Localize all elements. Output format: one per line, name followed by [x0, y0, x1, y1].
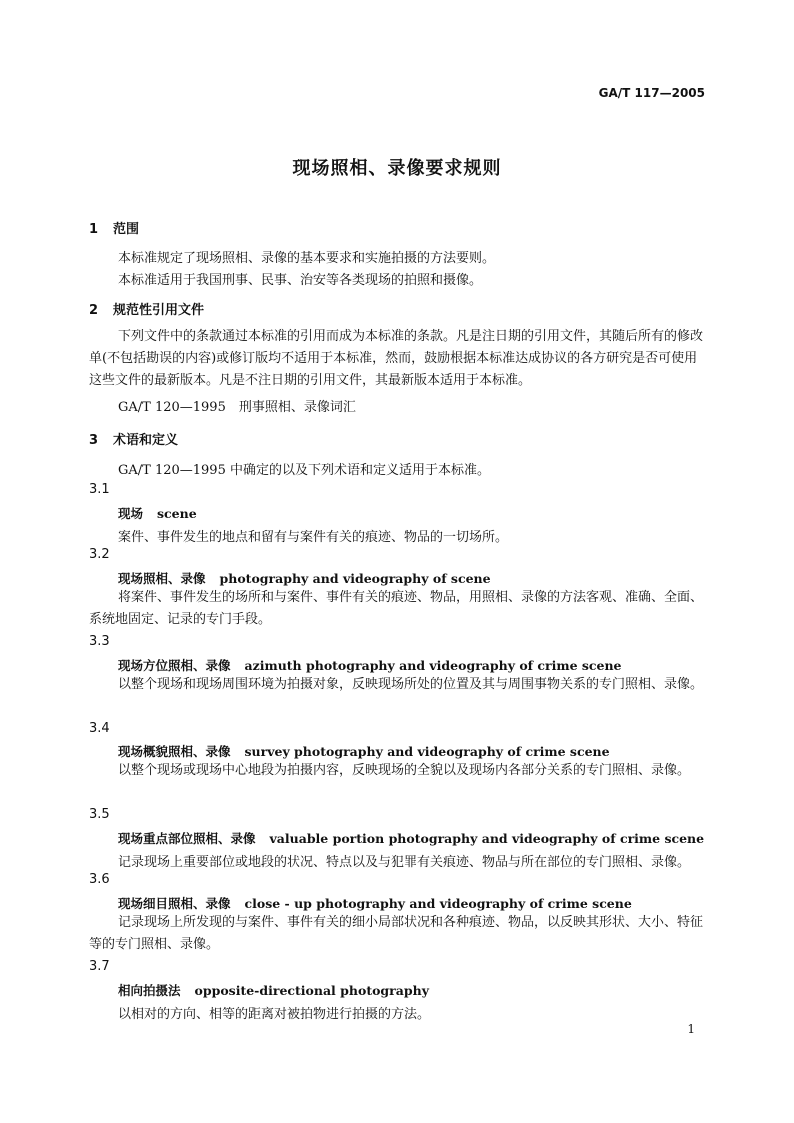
- section-title: 规范性引用文件: [113, 303, 205, 318]
- term-definition: 以整个现场和现场周围环境为拍摄对象，反映现场所处的位置及其与周围事物关系的专门照相、录像。: [118, 677, 704, 692]
- section-number: 1: [89, 222, 99, 237]
- term-heading: [118, 981, 429, 999]
- term-definition: 案件、事件发生的地点和留有与案件有关的痕迹、物品的一切场所。: [118, 530, 509, 545]
- term-definition: 记录现场上重要部位或地段的状况、特点以及与犯罪有关痕迹、物品与所在部位的专门照相、录像。: [118, 855, 691, 870]
- term-en: survey photography and videography of crime scene: [244, 744, 610, 759]
- term-en: valuable portion photography and videography of crime scene: [269, 831, 705, 846]
- term-zh: 现场细目照相、录像: [118, 896, 231, 911]
- term-zh: 现场: [118, 506, 144, 521]
- term-zh: 现场照相、录像: [118, 571, 206, 586]
- term-heading: [118, 742, 610, 760]
- section-title: 范围: [113, 222, 140, 237]
- term-zh: 现场概貌照相、录像: [118, 744, 231, 759]
- reference-item: GA/T 120—1995 刑事照相、录像词汇: [118, 400, 356, 415]
- section-number: 3: [89, 433, 99, 448]
- clause-number: 3.1: [89, 482, 110, 497]
- term-en: scene: [157, 506, 197, 521]
- term-heading: [118, 504, 197, 522]
- term-definition: 以整个现场或现场中心地段为拍摄内容，反映现场的全貌以及现场内各部分关系的专门照相、录像。: [118, 763, 691, 778]
- clause-number: 3.3: [89, 634, 110, 649]
- paragraph: GA/T 120—1995 中确定的以及下列术语和定义适用于本标准。: [118, 463, 490, 478]
- page-number: 1: [687, 1022, 695, 1036]
- section-heading-scope: [89, 218, 139, 237]
- document-number: GA/T 117—2005: [598, 86, 705, 100]
- term-heading: [118, 569, 491, 587]
- page-title: 现场照相、录像要求规则: [292, 158, 502, 179]
- clause-number: 3.5: [89, 807, 110, 822]
- paragraph: 本标准规定了现场照相、录像的基本要求和实施拍摄的方法要则。: [118, 251, 496, 266]
- term-definition: 以相对的方向、相等的距离对被拍物进行拍摄的方法。: [118, 1007, 431, 1022]
- term-zh: 现场方位照相、录像: [118, 658, 231, 673]
- section-heading-normative-references: [89, 299, 204, 318]
- paragraph: 本标准适用于我国刑事、民事、治安等各类现场的拍照和摄像。: [118, 273, 483, 288]
- clause-number: 3.4: [89, 721, 110, 736]
- paragraph: 下列文件中的条款通过本标准的引用而成为本标准的条款。凡是注日期的引用文件，其随后所有的修改单(不包括勘误的内容)或修订版均不适用于本标准，然而，鼓励根据本标准达成协议的各方研究是否可使用这些文件的最新版本。凡是不注日期的引用文件，其最新版本适用于本标准。: [89, 329, 704, 388]
- term-en: close - up photography and videography of crime scene: [244, 896, 632, 911]
- term-heading: [118, 894, 632, 912]
- section-number: 2: [89, 303, 99, 318]
- clause-number: 3.2: [89, 547, 110, 562]
- term-en: photography and videography of scene: [219, 571, 491, 586]
- section-title: 术语和定义: [113, 433, 179, 448]
- term-zh: 现场重点部位照相、录像: [118, 831, 256, 846]
- term-heading: [118, 656, 622, 674]
- section-heading-terms: [89, 429, 178, 448]
- clause-number: 3.7: [89, 959, 110, 974]
- term-zh: 相向拍摄法: [118, 983, 181, 998]
- term-definition: 记录现场上所发现的与案件、事件有关的细小局部状况和各种痕迹、物品，以反映其形状、大小、特征等的专门照相、录像。: [89, 915, 704, 952]
- term-definition: 将案件、事件发生的场所和与案件、事件有关的痕迹、物品，用照相、录像的方法客观、准确、全面、系统地固定、记录的专门手段。: [89, 590, 704, 627]
- term-en: opposite-directional photography: [194, 983, 429, 998]
- term-en: azimuth photography and videography of crime scene: [244, 658, 622, 673]
- term-heading: [118, 829, 704, 847]
- clause-number: 3.6: [89, 872, 110, 887]
